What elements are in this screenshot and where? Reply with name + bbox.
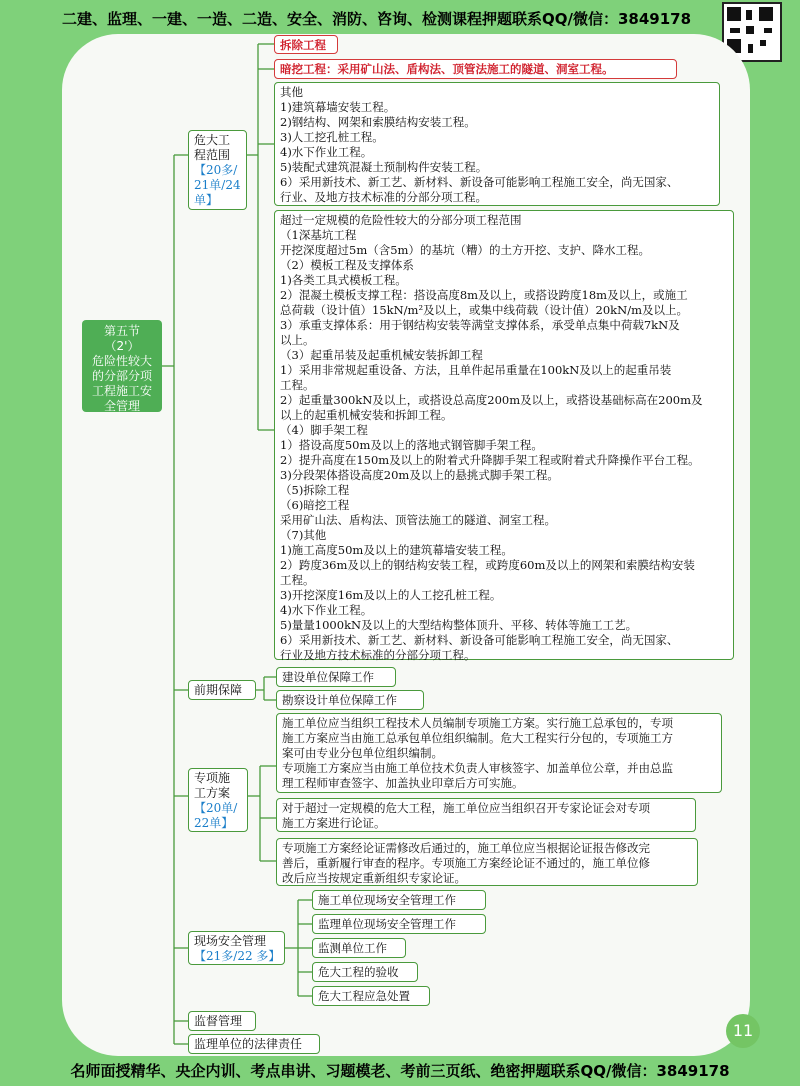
root-line: 的分部分项 — [91, 369, 152, 383]
root-line: 第五节 — [103, 324, 140, 338]
node-site-label: 现场安全管理 — [194, 934, 267, 948]
early-item: 建设单位保障工作 — [276, 667, 396, 687]
plan-item: 施工单位应当组织工程技术人员编制专项施工方案。实行施工总承包的，专项 施工方案应当由施工总承包单位组织编制。危大工程实行分包的，专项施工方 案可由专业分包单位组织编制。 专项施工方案应当由施工单位技术负责人审核签字、加盖单位公章，并由总监 理工程师审查签字、加盖执业印章后方可实施。 — [276, 713, 722, 793]
node-supervision: 监督管理 — [188, 1011, 256, 1031]
site-item: 施工单位现场安全管理工作 — [312, 890, 486, 910]
scope-tunnel: 暗挖工程：采用矿山法、盾构法、顶管法施工的隧道、洞室工程。 — [274, 59, 677, 79]
footer-banner: 名师面授精华、央企内训、考点串讲、习题模老、考前三页纸、绝密押题联系QQ/微信：3849178 — [70, 1062, 730, 1080]
site-item: 危大工程应急处置 — [312, 986, 430, 1006]
root-line: 全管理 — [103, 399, 140, 413]
node-site — [188, 931, 285, 965]
root-line: （2'） — [104, 339, 140, 353]
header-banner: 二建、监理、一建、一造、二造、安全、消防、咨询、检测课程押题联系QQ/微信：3849178 — [62, 10, 692, 28]
root-line: 工程施工安 — [91, 384, 152, 398]
site-item: 监测单位工作 — [312, 938, 406, 958]
node-plan-score: 【20单/ 22单】 — [194, 801, 238, 830]
node-liability: 监理单位的法律责任 — [188, 1034, 320, 1054]
early-item: 勘察设计单位保障工作 — [276, 690, 424, 710]
root-node — [82, 320, 162, 412]
node-early: 前期保障 — [188, 680, 256, 700]
scope-other: 其他 1)建筑幕墙安装工程。 2)钢结构、网架和索膜结构安装工程。 3)人工挖孔桩工程。 4)水下作业工程。 5)装配式建筑混凝土预制构件安装工程。 6）采用新技术、新工艺、新材料、新设备可能影响工程施工安全，尚无国家、 行业、及地方技术标准的分部分项工程。 — [274, 82, 720, 206]
node-scope-label: 危大工 程范围 — [194, 133, 231, 162]
node-plan-label: 专项施 工方案 — [194, 771, 231, 800]
node-plan — [188, 768, 248, 832]
site-item: 监理单位现场安全管理工作 — [312, 914, 486, 934]
plan-item: 对于超过一定规模的危大工程，施工单位应当组织召开专家论证会对专项 施工方案进行论证。 — [276, 798, 696, 832]
scope-demolition: 拆除工程 — [274, 35, 338, 54]
page-number: 11 — [726, 1014, 760, 1048]
node-site-score: 【21多/22 多】 — [194, 949, 281, 963]
node-scope — [188, 130, 247, 210]
plan-item: 专项施工方案经论证需修改后通过的，施工单位应当根据论证报告修改完 善后，重新履行审查的程序。专项施工方案经论证不通过的，施工单位修 改后应当按规定重新组织专家论证。 — [276, 838, 698, 886]
root-line: 危险性较大 — [91, 354, 152, 368]
node-scope-score: 【20多/ 21单/24 单】 — [194, 163, 241, 207]
scope-large-scale: 超过一定规模的危险性较大的分部分项工程范围 （1深基坑工程 开挖深度超过5m（含5m）的基坑（糟）的土方开挖、支护、降水工程。 （2）模板工程及支撑体系 1)各类工具式模板工程。 2）混凝土模板支撑工程：搭设高度8m及以上，或搭设跨度18m及以上，或施工 总荷载（设计值）15kN/m²及以上，或集中线荷载（设计值）20kN/m及以上。 3）承重支撑体系：用于钢结构安装等满堂支撑体系，承受单点集中荷载7kN及 以上。 （3）起重吊装及起重机械安装拆卸工程 1）采用非常规起重设备、方法，且单件起吊重量在100kN及以上的起重吊装 工程。 2）起重量300kN及以上，或搭设总高度200m及以上，或搭设基础标高在200m及 以上的起重机械安装和拆卸工程。 （4）脚手架工程 1）搭设高度50m及以上的落地式钢管脚手架工程。 2）提升高度在150m及以上的附着式升降脚手架工程或附着式升降操作平台工程。 3)分段架体搭设高度20m及以上的悬挑式脚手架工程。 （5)拆除工程 （6)暗挖工程 采用矿山法、盾构法、顶管法施工的隧道、洞室工程。 （7)其他 1)施工高度50m及以上的建筑幕墙安装工程。 2）跨度36m及以上的钢结构安装工程，或跨度60m及以上的网架和索膜结构安装 工程。 3)开挖深度16m及以上的人工挖孔桩工程。 4)水下作业工程。 5)量量1000kN及以上的大型结构整体顶升、平移、转体等施工工艺。 6）采用新技术、新工艺、新材料、新设备可能影响工程施工安全，尚无国家、 行业及地方技术标准的分部分项工程。 — [274, 210, 734, 660]
site-item: 危大工程的验收 — [312, 962, 418, 982]
